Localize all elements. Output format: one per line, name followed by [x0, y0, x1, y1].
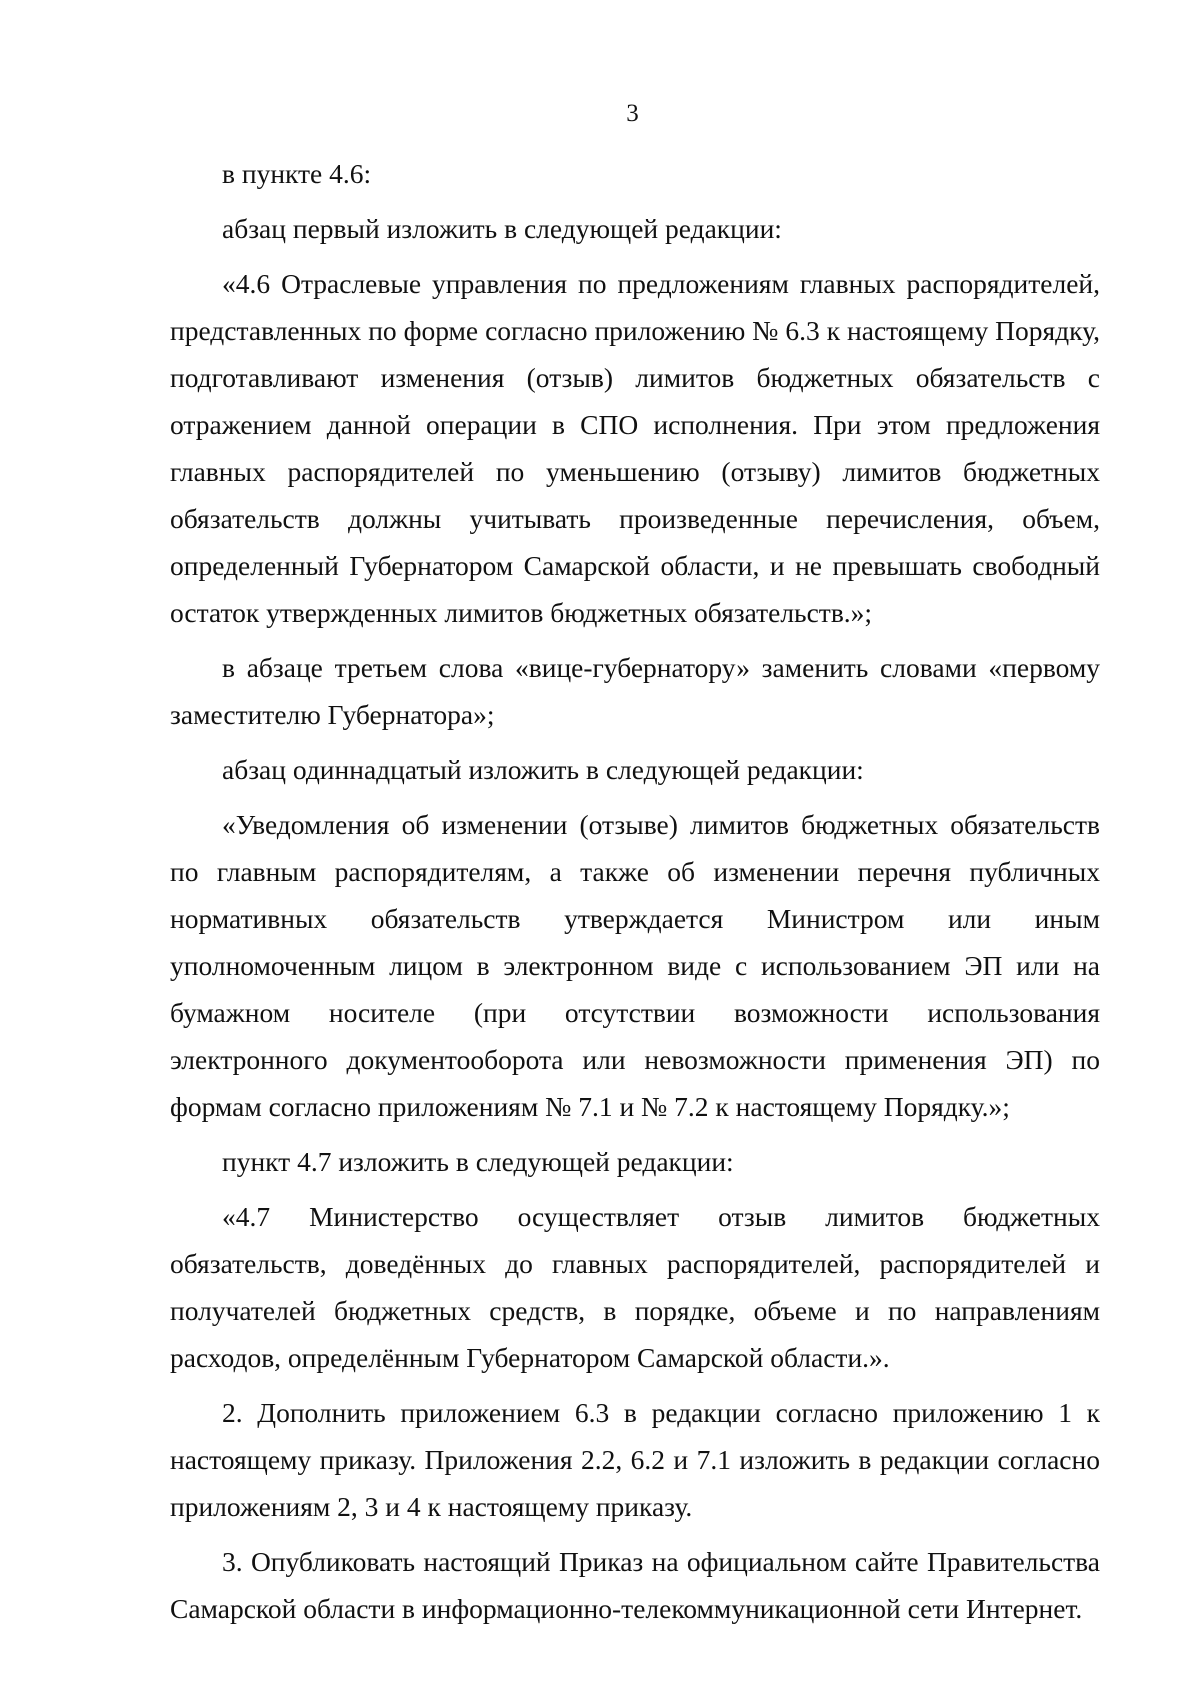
paragraph-item-4-7-instruction: пункт 4.7 изложить в следующей редакции: — [222, 1146, 734, 1177]
paragraph-third-abzac-replacement: в абзаце третьем слова «вице-губернатору» заменить словами «первому заместителю Губернатора»; — [170, 652, 1100, 730]
paragraph-point-3: 3. Опубликовать настоящий Приказ на официальном сайте Правительства Самарской области в информационно-телекоммуникационной сети Интернет. — [170, 1546, 1100, 1624]
paragraph-first-abzac-instruction: абзац первый изложить в следующей редакции: — [222, 213, 782, 244]
paragraph-point-2: 2. Дополнить приложением 6.3 в редакции согласно приложению 1 к настоящему приказу. Приложения 2.2, 6.2 и 7.1 изложить в редакции согласно приложениям 2, 3 и 4 к настоящему приказу. — [170, 1397, 1100, 1522]
paragraph-quote-4-7: «4.7 Министерство осуществляет отзыв лимитов бюджетных обязательств, доведённых до главных распорядителей, распорядителей и получателей бюджетных средств, в порядке, объеме и по направлениям расходов, определённым Губернатором Самарской области.». — [170, 1201, 1100, 1373]
paragraph-quote-notifications: «Уведомления об изменении (отзыве) лимитов бюджетных обязательств по главным распорядителям, а также об изменении перечня публичных нормативных обязательств утверждается Министром или иным уполномоченным лицом в электронном виде с использованием ЭП или на бумажном носителе (при отсутствии возможности использования электронного документооборота или невозможности применения ЭП) по формам согласно приложениям № 7.1 и № 7.2 к настоящему Порядку.»; — [170, 809, 1100, 1122]
paragraph-eleventh-abzac-instruction: абзац одиннадцатый изложить в следующей редакции: — [222, 754, 864, 785]
paragraph-item-4-6-intro: в пункте 4.6: — [222, 158, 372, 189]
document-body — [170, 150, 1100, 1632]
paragraph-quote-4-6: «4.6 Отраслевые управления по предложениям главных распорядителей, представленных по форме согласно приложению № 6.3 к настоящему Порядку, подготавливают изменения (отзыв) лимитов бюджетных обязательств с отражением данной операции в СПО исполнения. При этом предложения главных распорядителей по уменьшению (отзыву) лимитов бюджетных обязательств должны учитывать произведенные перечисления, объем, определенный Губернатором Самарской области, и не превышать свободный остаток утвержденных лимитов бюджетных обязательств.»; — [170, 268, 1100, 628]
page-number: 3 — [626, 100, 639, 127]
